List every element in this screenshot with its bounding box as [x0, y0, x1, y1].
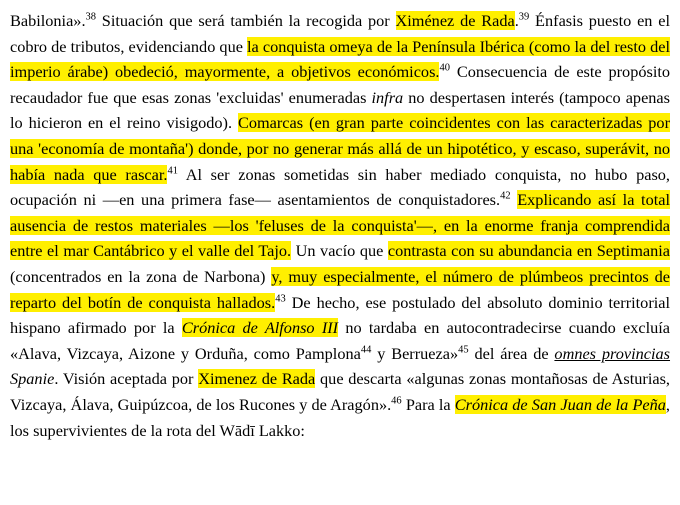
highlighted-text: Ximénez de Rada [395, 11, 515, 30]
footnote-marker[interactable]: 39 [518, 11, 530, 23]
text-run: Un vacío que [291, 241, 388, 261]
body-paragraph [10, 8, 670, 443]
text-run: . Visión aceptada por [54, 369, 199, 389]
footnote-marker[interactable]: 40 [439, 62, 450, 74]
highlighted-text: la conquista omeya de la Península Ibérica (como la del resto del imperio árabe) obedeció, mayormente, a objetivos económicos. [10, 36, 670, 82]
text-run: Consecuencia de este propósito recaudador fue que esas zonas 'excluidas' enumeradas [10, 62, 671, 107]
text-run: Énfasis puesto en el cobro de tributos, evidenciando que [10, 11, 670, 56]
highlighted-title: Crónica de San Juan de la Peña [454, 394, 666, 414]
highlighted-text: contrasta con su abundancia en Septimania [387, 241, 670, 261]
highlighted-text: Comarcas (en gran parte coincidentes con las caracterizadas por una 'economía de montaña') donde, por no generar más allá de un hipotético, y escaso, superávit, no había nada que rascar. [10, 113, 670, 184]
text-run: , los supervivientes de la rota del Wādī Lakko: [10, 394, 670, 440]
footnote-marker[interactable]: 43 [275, 293, 286, 305]
footnote-marker[interactable]: 41 [167, 165, 178, 177]
italic-term: infra [371, 87, 404, 107]
footnote-marker[interactable]: 45 [458, 344, 469, 356]
highlighted-text: y, muy especialmente, el número de plúmbeos precintos de reparto del botín de conquista hallados. [10, 266, 670, 312]
text-run: que descarta «algunas zonas montañosas de Asturias, Vizcaya, Álava, Guipúzcoa, de los Rucones y de Aragón». [10, 369, 671, 414]
text-run: del área de [468, 343, 555, 363]
footnote-marker[interactable]: 46 [391, 395, 402, 407]
text-run: no despertasen interés (tampoco apenas lo hicieron en el reino visigodo). [10, 87, 670, 133]
highlighted-text: Explicando así la total ausencia de restos materiales —los 'feluses de la conquista'—, en la enorme franja comprendida entre el mar Cantábrico y el valle del Tajo. [10, 190, 670, 261]
text-run: . [514, 11, 519, 30]
footnote-marker[interactable]: 42 [500, 190, 511, 202]
text-run: y Berrueza» [371, 343, 459, 363]
text-run: De hecho, ese postulado del absoluto dominio territorial hispano afirmado por la [10, 292, 671, 338]
text-run: Babilonia». [10, 11, 86, 30]
text-run: (concentrados en la zona de Narbona) [10, 266, 272, 286]
text-run: Situación que será también la recogida por [96, 11, 396, 30]
text-run: no tardaba en autocontradecirse cuando excluía «Alava, Vizcaya, Aizone y Orduña, como Pamplona [10, 318, 670, 363]
footnote-marker[interactable]: 44 [360, 344, 372, 356]
text-run: Al ser zonas sometidas sin haber mediado conquista, no hubo paso, ocupación ni —en una primera fase— asentamientos de conquistadores. [10, 164, 670, 210]
footnote-marker[interactable]: 38 [85, 11, 97, 23]
italic-term: Spanie [10, 369, 55, 389]
italic-underlined-term: omnes provincias [554, 343, 671, 363]
highlighted-title: Crónica de Alfonso III [181, 318, 339, 338]
text-run: Para la [401, 394, 455, 414]
highlighted-text: Ximenez de Rada [198, 369, 316, 389]
